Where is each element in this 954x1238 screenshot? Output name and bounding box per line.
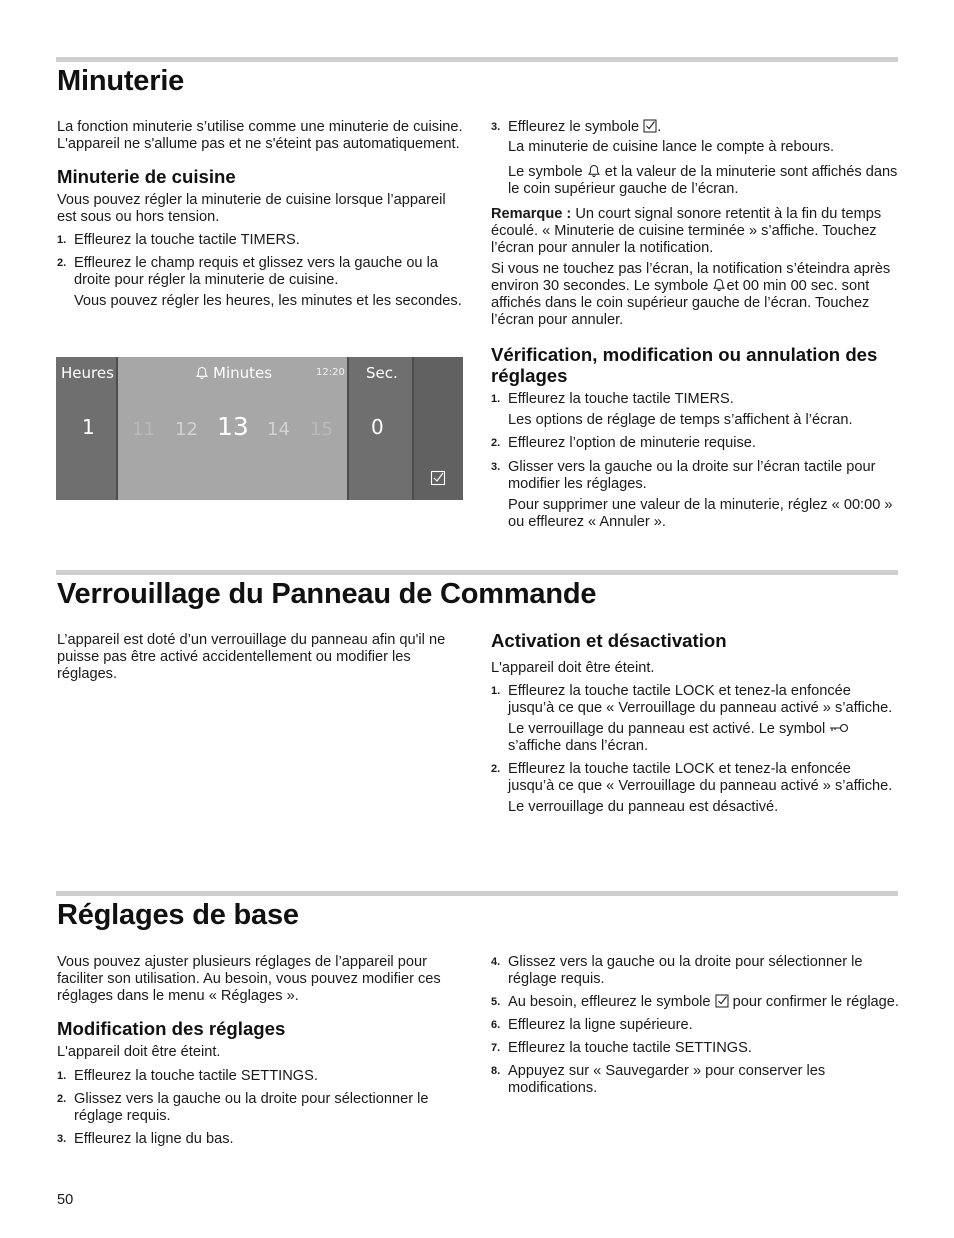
prerequisite: L'appareil doit être éteint. <box>57 1044 221 1060</box>
settings-step <box>57 1131 465 1148</box>
step-text: Effleurez la touche tactile LOCK et tenez-la enfoncée jusqu’à ce que « Verrouillage du panneau activé » s’affiche. <box>508 761 893 794</box>
step-text: Effleurez la touche tactile LOCK et tenez-la enfoncée jusqu’à ce que « Verrouillage du panneau activé » s’affiche. <box>508 683 893 716</box>
checkbox-check-icon <box>643 119 657 133</box>
verify-heading: Vérification, modification ou annulation des réglages <box>491 344 878 386</box>
note-text: s’affiche dans l’écran. <box>508 738 649 754</box>
step-text: Effleurez l’option de minuterie requise. <box>508 435 756 451</box>
kitchen-step <box>491 119 899 136</box>
seconds-field[interactable] <box>349 357 412 500</box>
step-number: 6. <box>491 1019 501 1031</box>
step-line: La minuterie de cuisine lance le compte à rebours. <box>508 139 835 155</box>
step-text: Glissez vers la gauche ou la droite pour sélectionner le réglage requis. <box>508 954 863 987</box>
kitchen-step <box>57 232 465 249</box>
step-number: 4. <box>491 956 501 968</box>
minute-option: 11 <box>132 419 155 440</box>
minuterie-intro: La fonction minuterie s’utilise comme une minuterie de cuisine. L'appareil ne s'allume pas et ne s'éteint pas automatiquement. <box>57 119 463 152</box>
clock-time: 12:20 <box>316 367 345 378</box>
hours-label: Heures <box>61 364 114 382</box>
left-column-verrouillage <box>57 632 465 683</box>
step-number: 7. <box>491 1042 501 1054</box>
step-number: 1. <box>57 234 67 246</box>
note-text: Le symbole <box>508 164 583 180</box>
section-rule <box>56 57 898 62</box>
section-title-minuterie: Minuterie <box>57 65 185 97</box>
step-note: Pour supprimer une valeur de la minuterie, réglez « 00:00 » ou effleurez « Annuler ». <box>508 497 893 530</box>
hours-value: 1 <box>82 415 95 439</box>
confirm-check-icon[interactable] <box>430 470 446 486</box>
page-number: 50 <box>57 1192 74 1208</box>
settings-step <box>491 994 899 1011</box>
lock-step <box>491 761 899 795</box>
right-column-minuterie <box>491 119 899 531</box>
step-number: 2. <box>57 257 67 269</box>
settings-step <box>491 1017 899 1034</box>
section-title-verrouillage: Verrouillage du Panneau de Commande <box>57 578 597 610</box>
step-number: 3. <box>57 1133 67 1145</box>
step-text: Effleurez la touche tactile SETTINGS. <box>74 1068 318 1084</box>
step-text: Au besoin, effleurez le symbole <box>508 994 711 1010</box>
minute-option: 15 <box>310 419 333 440</box>
note-text: Le verrouillage du panneau est activé. Le symbol <box>508 721 826 737</box>
settings-step <box>491 1040 899 1057</box>
settings-step <box>491 1063 899 1097</box>
step-note: Vous pouvez régler les heures, les minutes et les secondes. <box>74 293 462 309</box>
reglages-intro: Vous pouvez ajuster plusieurs réglages de l’appareil pour faciliter son utilisation. Au besoin, vous pouvez modifier ces réglages dans le menu « Réglages ». <box>57 954 441 1004</box>
settings-step <box>57 1091 465 1125</box>
right-column-reglages <box>491 954 899 1097</box>
bell-icon <box>195 366 209 380</box>
kitchen-step <box>57 255 465 289</box>
step-number: 3. <box>491 461 501 473</box>
minute-option: 14 <box>267 419 290 440</box>
hours-field[interactable] <box>56 357 116 500</box>
verrouillage-intro: L’appareil est doté d’un verrouillage du panneau afin qu'il ne puisse pas être activé accidentellement ou modifier les réglages. <box>57 632 446 682</box>
step-note: Le verrouillage du panneau est désactivé. <box>508 799 779 815</box>
minutes-field[interactable] <box>118 357 347 500</box>
left-column-minuterie <box>57 119 465 310</box>
minutes-label: Minutes <box>213 364 273 382</box>
step-text: Appuyez sur « Sauvegarder » pour conserver les modifications. <box>508 1063 826 1096</box>
minute-option: 12 <box>175 419 198 440</box>
step-text: Effleurez la ligne supérieure. <box>508 1017 693 1033</box>
step-text: pour confirmer le réglage. <box>732 994 899 1010</box>
step-text: Effleurez le champ requis et glissez vers la gauche ou la droite pour régler la minuterie de cuisine. <box>74 255 438 288</box>
kitchen-timer-intro: Vous pouvez régler la minuterie de cuisine lorsque l’appareil est sous ou hors tension. <box>57 192 446 225</box>
screen-side-panel <box>414 357 463 500</box>
step-text: Glissez vers la gauche ou la droite pour sélectionner le réglage requis. <box>74 1091 429 1124</box>
verify-step <box>491 391 899 408</box>
section-rule <box>56 891 898 896</box>
activation-heading: Activation et désactivation <box>491 630 727 651</box>
key-icon <box>829 721 849 735</box>
step-number: 3. <box>491 121 501 133</box>
prerequisite: L'appareil doit être éteint. <box>491 660 655 676</box>
step-number: 8. <box>491 1065 501 1077</box>
minute-selected: 13 <box>217 412 249 441</box>
step-number: 2. <box>57 1093 67 1105</box>
step-text: Effleurez le symbole <box>508 119 640 135</box>
verify-step <box>491 435 899 452</box>
remark-text: Un court signal sonore retentit à la fin du temps écoulé. « Minuterie de cuisine terminée » s’affiche. Touchez l’écran pour annuler la notification. <box>491 206 882 256</box>
remark <box>491 206 899 257</box>
step-text-end: . <box>657 119 662 135</box>
remark-text: Si vous ne touchez pas l’écran, la notification s’éteindra après environ 30 secondes. Le symbole <box>491 261 891 294</box>
checkbox-check-icon <box>715 994 729 1008</box>
remark-label: Remarque : <box>491 206 572 222</box>
step-note <box>491 164 899 198</box>
step-text: Effleurez la touche tactile SETTINGS. <box>508 1040 752 1056</box>
bell-icon <box>712 278 726 292</box>
section-title-reglages: Réglages de base <box>57 899 299 931</box>
step-note <box>491 721 899 755</box>
right-column-verrouillage <box>491 630 899 816</box>
settings-step <box>57 1068 465 1085</box>
step-number: 1. <box>491 393 501 405</box>
step-number: 1. <box>57 1070 67 1082</box>
remark-text: et 00 min 00 sec. sont affichés dans le coin supérieur gauche de l’écran. Touchez l’écran pour annuler. <box>491 278 870 328</box>
modification-heading: Modification des réglages <box>57 1018 286 1039</box>
section-rule <box>56 570 898 575</box>
step-number: 5. <box>491 996 501 1008</box>
verify-step <box>491 459 899 493</box>
kitchen-timer-heading: Minuterie de cuisine <box>57 166 236 187</box>
seconds-value: 0 <box>371 415 384 439</box>
settings-step <box>491 954 899 988</box>
timer-screen <box>56 357 463 500</box>
step-text: Effleurez la touche tactile TIMERS. <box>74 232 300 248</box>
bell-icon <box>587 164 601 178</box>
note-text: et la valeur de la minuterie sont affichés dans le coin supérieur gauche de l’écran. <box>508 164 898 197</box>
seconds-label: Sec. <box>366 364 398 382</box>
step-note: Les options de réglage de temps s’affichent à l’écran. <box>508 412 853 428</box>
step-number: 2. <box>491 437 501 449</box>
step-number: 1. <box>491 685 501 697</box>
lock-step <box>491 683 899 717</box>
step-number: 2. <box>491 763 501 775</box>
step-text: Effleurez la touche tactile TIMERS. <box>508 391 734 407</box>
step-text: Glisser vers la gauche ou la droite sur l’écran tactile pour modifier les réglages. <box>508 459 876 492</box>
step-text: Effleurez la ligne du bas. <box>74 1131 234 1147</box>
remark-continued <box>491 261 899 329</box>
left-column-reglages <box>57 954 465 1148</box>
